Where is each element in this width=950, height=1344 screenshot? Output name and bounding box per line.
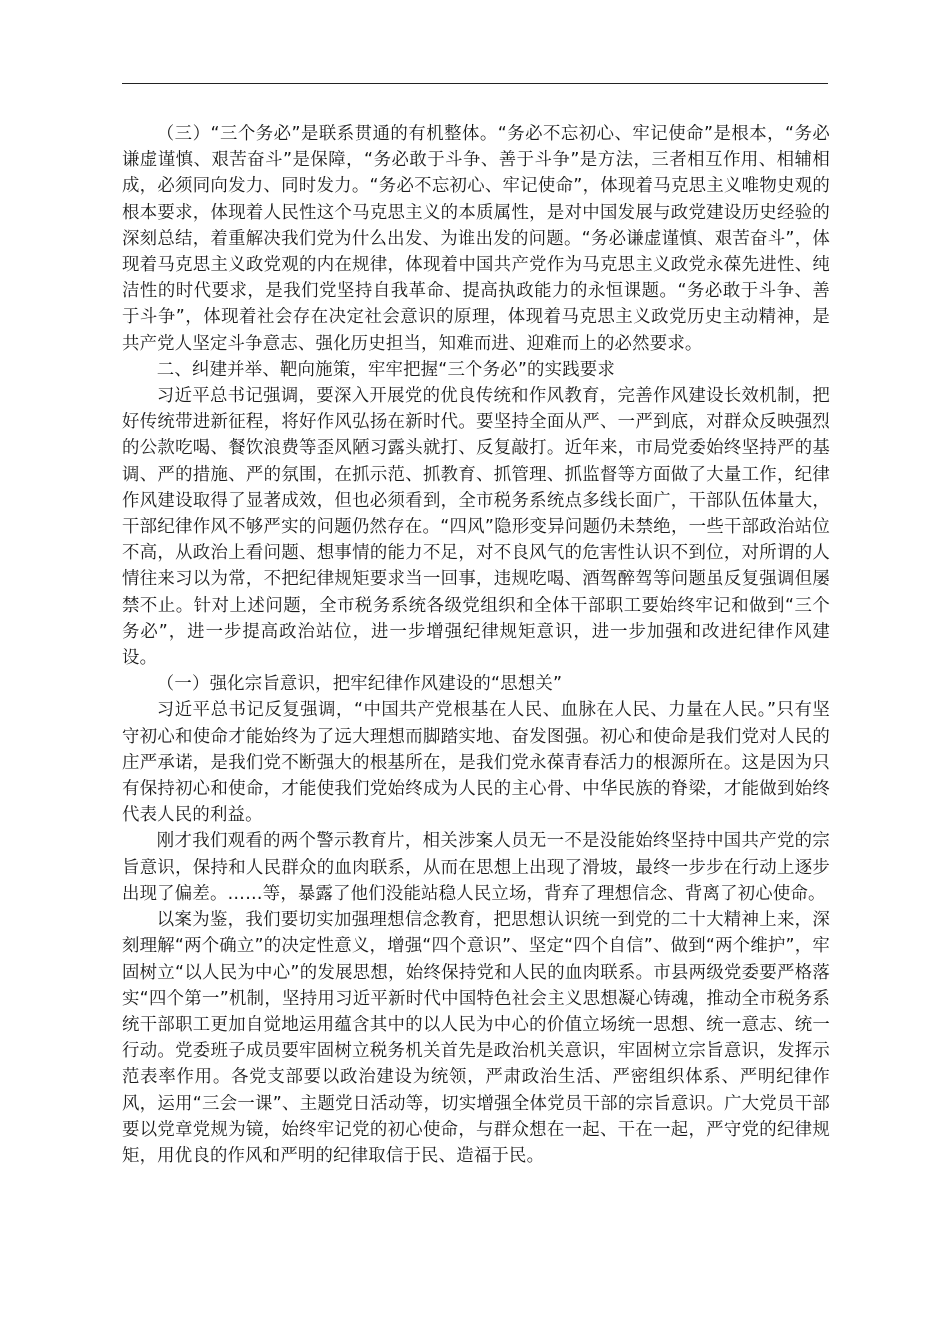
paragraph-people-roots: 习近平总书记反复强调，“中国共产党根基在人民、血脉在人民、力量在人民。”只有坚守初心和使命才能始终为了远大理想而脚踏实地、奋发图强。初心和使命是我们党对人民的庄严承诺，是我们党不断强大的根基所在，是我们党永葆青春活力的根源所在。这是因为只有保持初心和使命，才能使我们党始终成为人民的主心骨、中华民族的脊梁，才能做到始终代表人民的利益。 bbox=[122, 700, 830, 826]
paragraph-lessons-from-cases: 以案为鉴，我们要切实加强理想信念教育，把思想认识统一到党的二十大精神上来，深刻理解“两个确立”的决定性意义，增强“四个意识”、坚定“四个自信”、做到“两个维护”，牢固树立“以人民为中心”的发展思想，始终保持党和人民的血肉联系。市县两级党委要严格落实“四个第一”机制，坚持用习近平新时代中国特色社会主义思想凝心铸魂，推动全市税务系统干部职工更加自觉地运用蕴含其中的以人民为中心的价值立场统一思想、统一意志、统一行动。党委班子成员要牢固树立税务机关首先是政治机关意识，牢固树立宗旨意识，发挥示范表率作用。各党支部要以政治建设为统领，严肃政治生活、严密组织体系、严明纪律作风，运用“三会一课”、主题党日活动等，切实增强全体党员干部的宗旨意识。广大党员干部要以党章党规为镜，始终牢记党的初心使命，与群众想在一起、干在一起，严守党的纪律规矩，用优良的作风和严明的纪律取信于民、造福于民。 bbox=[122, 910, 830, 1166]
header-rule bbox=[122, 83, 828, 84]
paragraph-style-education: 习近平总书记强调，要深入开展党的优良传统和作风教育，完善作风建设长效机制，把好传统带进新征程，将好作风弘扬在新时代。要坚持全面从严、一严到底，对群众反映强烈的公款吃喝、餐饮浪费等歪风陋习露头就打、反复敲打。近年来，市局党委始终坚持严的基调、严的措施、严的氛围，在抓示范、抓教育、抓管理、抓监督等方面做了大量工作，纪律作风建设取得了显著成效，但也必须看到，全市税务系统点多线长面广，干部队伍体量大，干部纪律作风不够严实的问题仍然存在。“四风”隐形变异问题仍未禁绝，一些干部政治站位不高，从政治上看问题、想事情的能力不足，对不良风气的危害性认识不到位，对所谓的人情往来习以为常，不把纪律规矩要求当一回事，违规吃喝、酒驾醉驾等问题虽反复强调但屡禁不止。针对上述问题，全市税务系统各级党组织和全体干部职工要始终牢记和做到“三个务必”，进一步提高政治站位，进一步增强纪律规矩意识，进一步加强和改进纪律作风建设。 bbox=[122, 386, 830, 669]
paragraph-three-musts-whole: （三）“三个务必”是联系贯通的有机整体。“务必不忘初心、牢记使命”是根本，“务必谦虚谨慎、艰苦奋斗”是保障，“务必敢于斗争、善于斗争”是方法，三者相互作用、相辅相成，必须同向发力、同时发力。“务必不忘初心、牢记使命”，体现着马克思主义唯物史观的根本要求，体现着人民性这个马克思主义的本质属性，是对中国发展与政党建设历史经验的深刻总结，着重解决我们党为什么出发、为谁出发的问题。“务必谦虚谨慎、艰苦奋斗”，体现着马克思主义政党观的内在规律，体现着中国共产党作为马克思主义政党永葆先进性、纯洁性的时代要求，是我们党坚持自我革命、提高执政能力的永恒课题。“务必敢于斗争、善于斗争”，体现着社会存在决定社会意识的原理，体现着马克思主义政党历史主动精神，是共产党人坚定斗争意志、强化历史担当，知难而进、迎难而上的必然要求。 bbox=[122, 124, 830, 354]
section-heading-two: 二、纠建并举、靶向施策，牢牢把握“三个务必”的实践要求 bbox=[156, 359, 615, 380]
document-body bbox=[122, 121, 830, 1169]
subsection-heading-one: （一）强化宗旨意识，把牢纪律作风建设的“思想关” bbox=[156, 674, 563, 695]
paragraph-warning-films: 刚才我们观看的两个警示教育片，相关涉案人员无一不是没能始终坚持中国共产党的宗旨意识，保持和人民群众的血肉联系，从而在思想上出现了滑坡，最终一步步在行动上逐步出现了偏差。……等，暴露了他们没能站稳人民立场，背弃了理想信念、背离了初心使命。 bbox=[122, 831, 830, 904]
